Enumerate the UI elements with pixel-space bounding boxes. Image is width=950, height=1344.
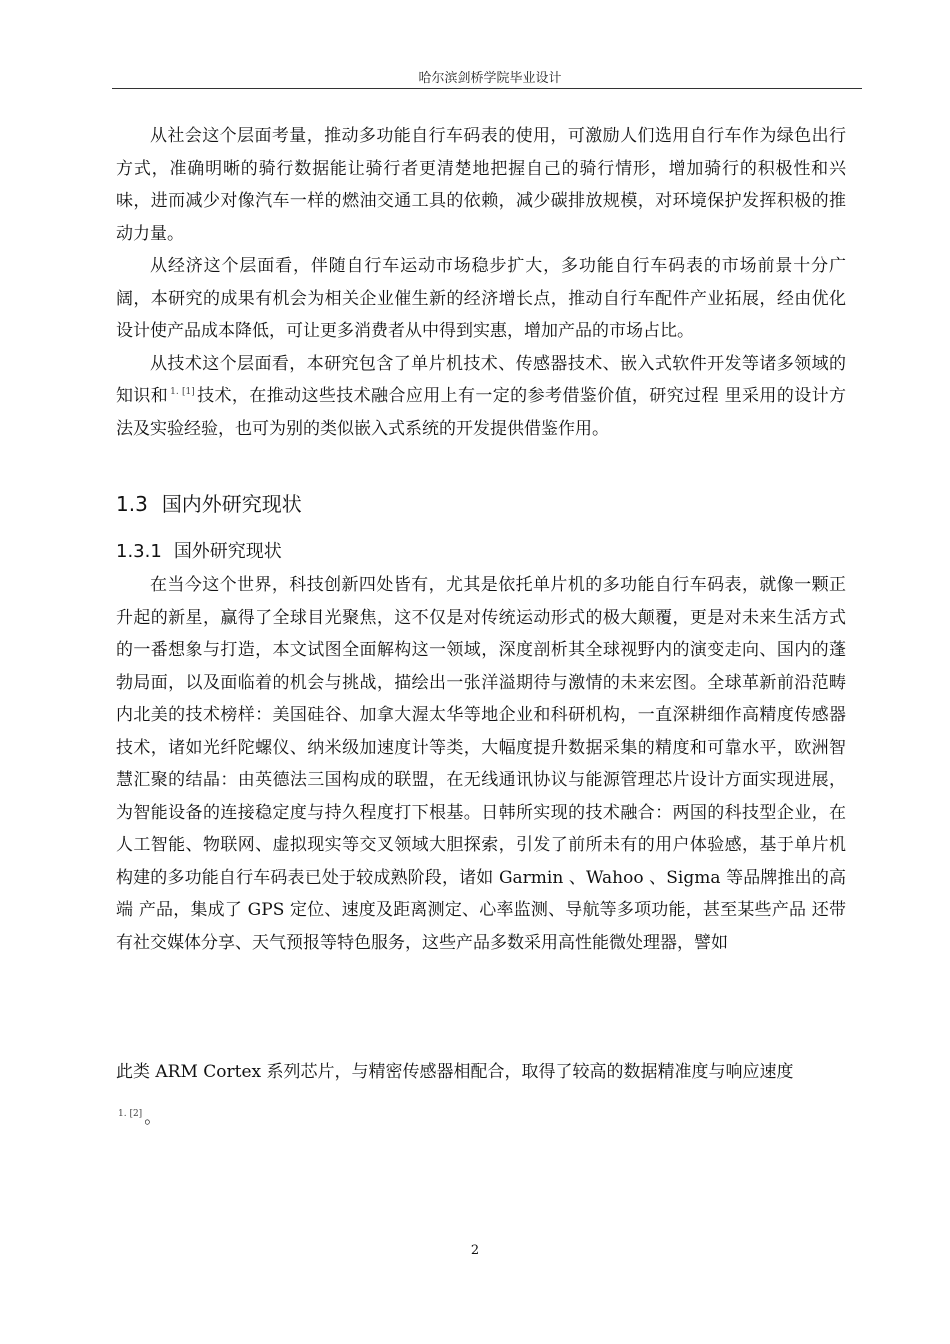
section-title: 国内外研究现状 bbox=[161, 492, 302, 516]
paragraph-technical-part-a: 从技术这个层面看，本研究包含了单片机技术、传感器技术、嵌入式软件开发等诸多领域的知识和 bbox=[116, 353, 846, 406]
paragraph-economic: 从经济这个层面看，伴随自行车运动市场稳步扩大，多功能自行车码表的市场前景十分广阔，本研究的成果有机会为相关企业催生新的经济增长点，推动自行车配件产业拓展，经由优化设计使产品成本降低，可让更多消费者从中得到实惠，增加产品的市场占比。 bbox=[116, 256, 846, 341]
section-heading bbox=[116, 488, 302, 517]
sentence-end-mark: 。 bbox=[144, 1108, 162, 1128]
paragraph-arm-line-end bbox=[116, 1103, 161, 1128]
paragraph-foreign-research: 在当今这个世界，科技创新四处皆有，尤其是依托单片机的多功能自行车码表，就像一颗正升起的新星，赢得了全球目光聚焦，这不仅是对传统运动形式的极大颠覆，更是对未来生活方式的一番想象与打造，本文试图全面解构这一领域，深度剖析其全球视野内的演变走向、国内的蓬勃局面，以及面临着的机会与挑战，描绘出一张洋溢期待与激情的未来宏图。全球革新前沿范畴内北美的技术榜样：美国硅谷、加拿大渥太华等地企业和科研机构，一直深耕细作高精度传感器技术，诸如光纤陀螺仪、纳米级加速度计等类，大幅度提升数据采集的精度和可靠水平，欧洲智慧汇聚的结晶：由英德法三国构成的联盟，在无线通讯协议与能源管理芯片设计方面实现进展，为智能设备的连接稳定度与持久程度打下根基。日韩所实现的技术融合：两国的科技型企业，在人工智能、物联网、虚拟现实等交叉领域大胆探索，引发了前所未有的用户体验感，基于单片机构建的多功能自行车码表已处于较成熟阶段，诸如 Garmin 、Wahoo 、Sigma 等品牌推出的高端 产品，集成了 GPS 定位、速度及距离测定、心率监测、导航等多项功能，甚至某些产品 还带有社交媒体分享、天气预报等特色服务，这些产品多数采用高性能微处理器，譬如 bbox=[116, 575, 846, 953]
citation-ref-2: 1. [2] bbox=[118, 1109, 143, 1120]
paragraph-technical bbox=[116, 348, 846, 446]
paragraph-arm-line: 此类 ARM Cortex 系列芯片，与精密传感器相配合，取得了较高的数据精准度与响应速度 bbox=[116, 1062, 794, 1082]
running-header: 哈尔滨剑桥学院毕业设计 bbox=[418, 71, 562, 86]
subsection-number: 1.3.1 bbox=[116, 541, 162, 562]
header-rule bbox=[112, 88, 862, 89]
citation-ref-1: 1. [1] bbox=[170, 387, 195, 398]
subsection-heading bbox=[116, 537, 282, 563]
page-number: 2 bbox=[470, 1243, 480, 1258]
section-intro-paragraphs bbox=[116, 120, 846, 445]
paragraph-social: 从社会这个层面考量，推动多功能自行车码表的使用，可激励人们选用自行车作为绿色出行方式，准确明晰的骑行数据能让骑行者更清楚地把握自己的骑行情形，增加骑行的积极性和兴味，进而减少对像汽车一样的燃油交通工具的依赖，减少碳排放规模，对环境保护发挥积极的推动力量。 bbox=[116, 126, 846, 244]
section-number: 1.3 bbox=[116, 492, 148, 516]
subsection-title: 国外研究现状 bbox=[173, 541, 282, 562]
paragraph-technical-part-b: 技术，在推动这些技术融合应用上有一定的参考借鉴价值，研究过程 里采用的设计方法及实验经验，也可为别的类似嵌入式系统的开发提供借鉴作用。 bbox=[116, 386, 846, 439]
foreign-research-body bbox=[116, 569, 846, 959]
